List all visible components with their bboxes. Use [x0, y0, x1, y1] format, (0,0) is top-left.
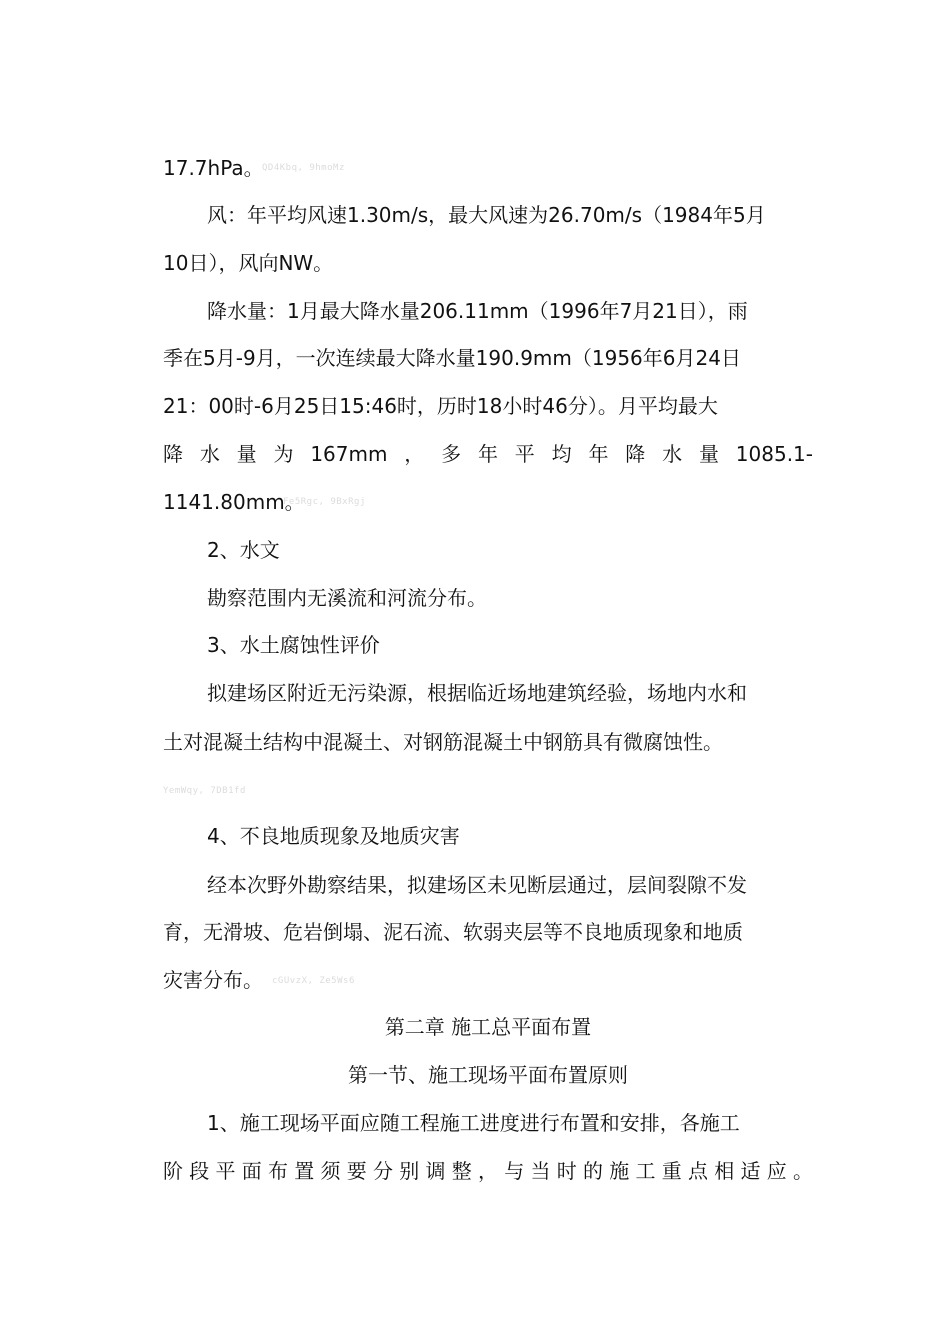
- paragraph-line: 土对混凝土结构中混凝土、对钢筋混凝土中钢筋具有微腐蚀性。: [163, 730, 723, 754]
- watermark: QD4Kbq, 9hmoMz: [262, 163, 345, 173]
- section-heading: 4、不良地质现象及地质灾害: [207, 824, 460, 848]
- chapter-title: 第二章 施工总平面布置: [384, 1015, 592, 1039]
- paragraph-line: 育，无滑坡、危岩倒塌、泥石流、软弱夹层等不良地质现象和地质: [163, 920, 743, 944]
- paragraph-line: 17.7hPa。: [163, 156, 264, 180]
- section-heading: 2、水文: [207, 538, 280, 562]
- paragraph-line: 拟建场区附近无污染源，根据临近场地建筑经验，场地内水和: [207, 681, 747, 705]
- paragraph-line: 勘察范围内无溪流和河流分布。: [207, 586, 487, 610]
- paragraph-line: 1、施工现场平面应随工程施工进度进行布置和安排，各施工: [207, 1111, 740, 1135]
- section-title: 第一节、施工现场平面布置原则: [348, 1063, 628, 1087]
- watermark: Fe5Rgc, 9BxRgj: [283, 497, 366, 507]
- paragraph-line: 阶段平面布置须要分别调整，与当时的施工重点相适应。: [163, 1159, 813, 1183]
- section-heading: 3、水土腐蚀性评价: [207, 633, 380, 657]
- paragraph-line: 10日），风向NW。: [163, 251, 334, 275]
- paragraph-line: 1141.80mm。: [163, 490, 305, 514]
- watermark: YemWqy, 7DB1fd: [163, 786, 246, 796]
- paragraph-line: 风：年平均风速1.30m/s，最大风速为26.70m/s（1984年5月: [207, 203, 766, 227]
- paragraph-line: 降水量为167mm，多年平均年降水量1085.1-: [163, 442, 813, 466]
- paragraph-line: 季在5月-9月，一次连续最大降水量190.9mm（1956年6月24日: [163, 346, 741, 370]
- watermark: cGUvzX, Ze5Ws6: [272, 976, 355, 986]
- paragraph-line: 灾害分布。: [163, 968, 263, 992]
- paragraph-line: 21：00时-6月25日15:46时，历时18小时46分）。月平均最大: [163, 394, 718, 418]
- paragraph-line: 降水量：1月最大降水量206.11mm（1996年7月21日），雨: [207, 299, 748, 323]
- paragraph-line: 经本次野外勘察结果，拟建场区未见断层通过，层间裂隙不发: [207, 873, 747, 897]
